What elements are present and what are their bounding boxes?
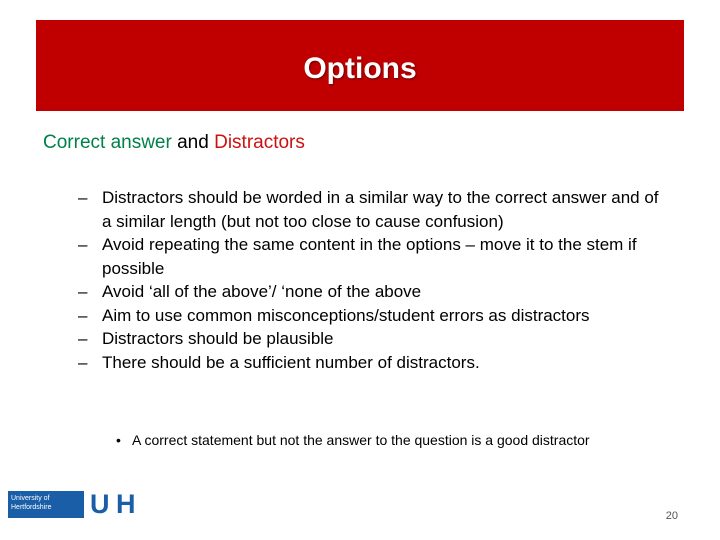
subheading-distractors: Distractors [214,132,305,153]
bullet-dash: – [78,235,88,254]
bullet-dash: – [78,352,88,372]
sub-bullet-text: A correct statement but not the answer to the question is a good distractor [132,432,590,448]
bullet-text: Distractors should be plausible [102,329,334,348]
logo-letter-h: H [116,489,136,519]
bullet-item [78,186,668,233]
bullet-item [78,304,668,328]
bullet-dash: – [78,188,88,207]
bullet-text: Distractors should be worded in a similar way to the correct answer and of a similar length (but not too close to cause confusion) [102,188,659,231]
subheading [43,132,305,154]
university-logo [8,491,148,518]
subheading-and: and [171,132,215,153]
logo-line2: Hertfordshire [11,504,52,511]
bullet-dash: – [78,305,88,325]
logo-box [8,491,84,518]
bullet-list [78,186,668,374]
bullet-text: Aim to use common misconceptions/student errors as distractors [102,305,590,325]
bullet-dash: – [78,329,88,348]
subheading-correct-answer: Correct answer [43,132,172,153]
slide-title: Options [303,52,417,85]
page-number: 20 [665,510,678,522]
bullet-text: There should be a sufficient number of distractors. [102,352,480,372]
logo-line1: University of [11,495,50,502]
sub-bullet-dot: • [116,432,121,448]
bullet-item [78,280,668,304]
bullet-item [78,351,668,375]
bullet-dash: – [78,282,88,301]
bullet-text: Avoid ‘all of the above’/ ‘none of the above [102,282,422,301]
sub-bullet-item [116,431,656,450]
bullet-text: Avoid repeating the same content in the options – move it to the stem if possible [102,235,637,278]
sub-bullet-list [116,431,656,450]
bullet-item [78,233,668,280]
bullet-item [78,327,668,351]
logo-text [11,494,83,512]
title-bar [36,20,684,111]
logo-letter-u: U [90,489,110,519]
